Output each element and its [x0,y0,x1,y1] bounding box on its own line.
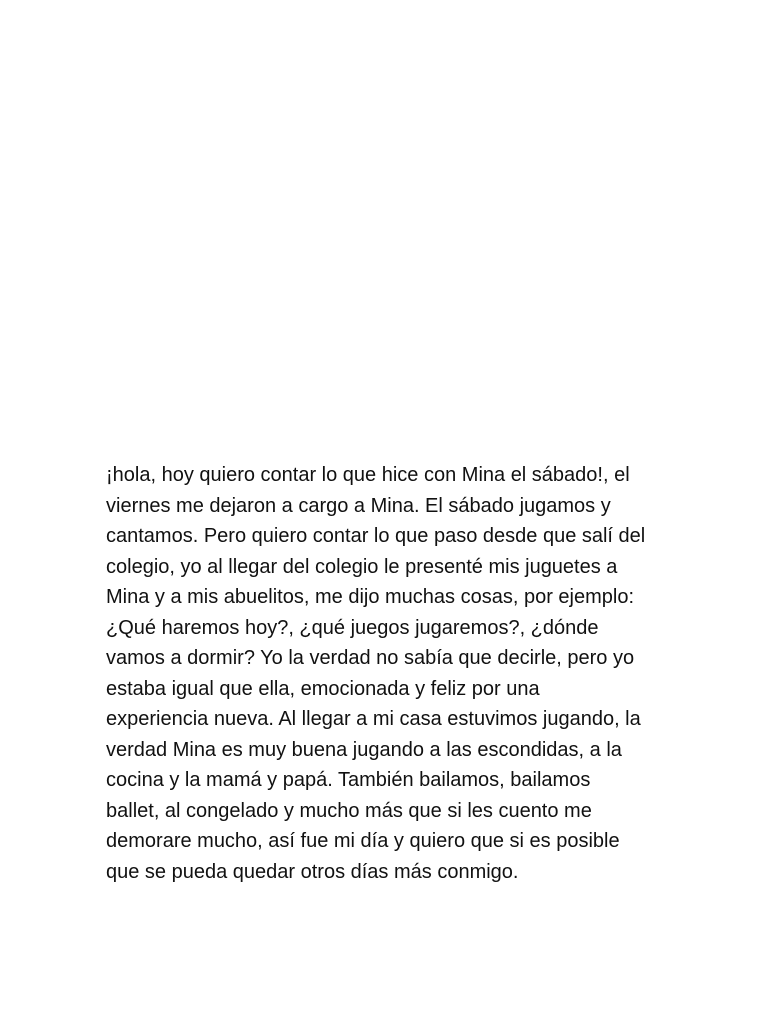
text-line: estaba igual que ella, emocionada y feliz por una [106,677,540,700]
text-line: colegio, yo al llegar del colegio le presenté mis juguetes a [106,555,618,578]
text-line: que se pueda quedar otros días más conmigo. [106,860,519,883]
text-line: ¿Qué haremos hoy?, ¿qué juegos jugaremos?, ¿dónde [106,616,599,639]
text-line: verdad Mina es muy buena jugando a las escondidas, a la [106,738,622,761]
text-line: experiencia nueva. Al llegar a mi casa estuvimos jugando, la [106,708,641,730]
text-line: cocina y la mamá y papá. También bailamos, bailamos [106,769,591,791]
text-line: cantamos. Pero quiero contar lo que paso desde que salí del [106,525,646,547]
text-line: viernes me dejaron a cargo a Mina. El sábado jugamos y [106,494,611,517]
body-paragraph [106,460,686,887]
text-line: vamos a dormir? Yo la verdad no sabía que decirle, pero yo [106,647,635,669]
text-line: demorare mucho, así fue mi día y quiero que si es posible [106,830,620,852]
text-line: ballet, al congelado y mucho más que si les cuento me [106,799,592,822]
text-line: ¡hola, hoy quiero contar lo que hice con Mina el sábado!, el [106,464,630,486]
text-line: Mina y a mis abuelitos, me dijo muchas cosas, por ejemplo: [106,586,635,608]
